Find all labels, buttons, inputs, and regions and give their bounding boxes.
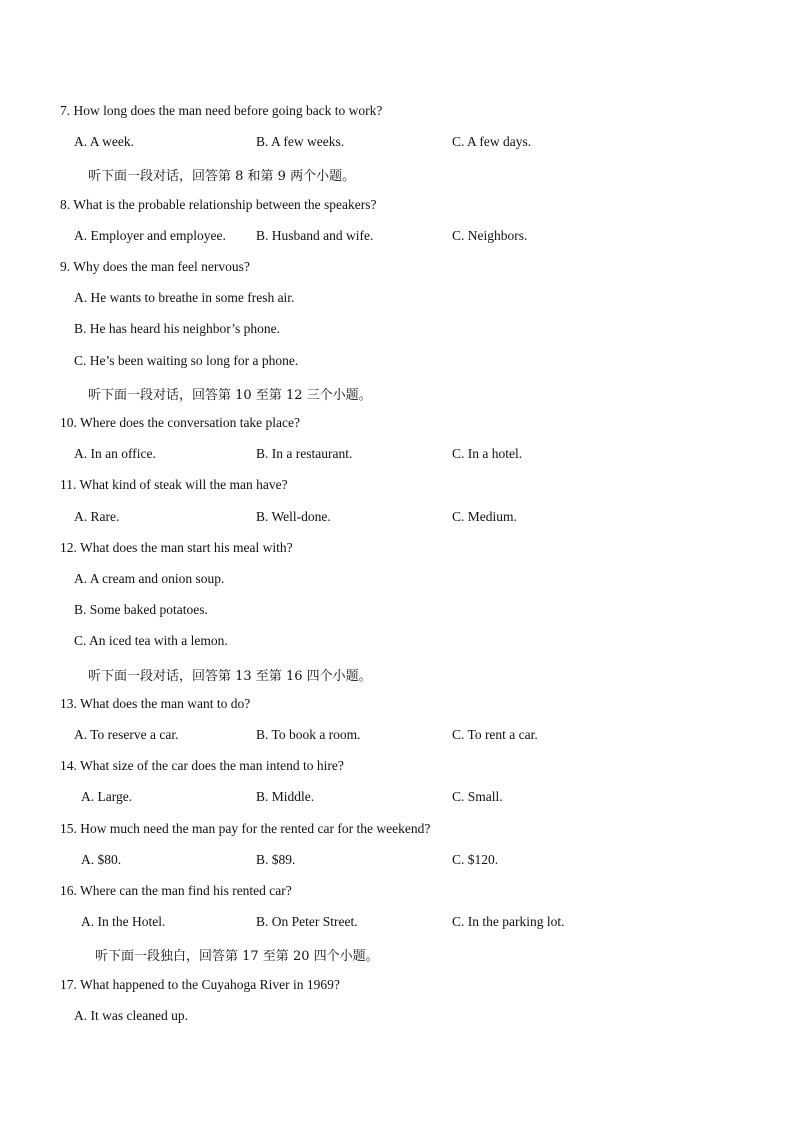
- option-14a: A. Large.: [81, 789, 133, 804]
- question-11: 11. What kind of steak will the man have?: [60, 477, 288, 492]
- question-10: 10. Where does the conversation take place?: [60, 415, 301, 430]
- option-13b: B. To book a room.: [256, 727, 361, 742]
- section-instruction-17-20: 听下面一段独白，回答第 17 至第 20 四个小题。: [95, 949, 379, 964]
- question-9: 9. Why does the man feel nervous?: [60, 259, 250, 274]
- option-9b: B. He has heard his neighbor’s phone.: [74, 321, 280, 336]
- question-7: 7. How long does the man need before going back to work?: [60, 103, 383, 118]
- option-11b: B. Well-done.: [256, 509, 331, 524]
- option-16c: C. In the parking lot.: [452, 914, 565, 929]
- option-11c: C. Medium.: [452, 509, 517, 524]
- option-11a: A. Rare.: [74, 509, 120, 524]
- option-12c: C. An iced tea with a lemon.: [74, 633, 228, 648]
- option-9a: A. He wants to breathe in some fresh air.: [74, 290, 295, 305]
- question-16: 16. Where can the man find his rented car?: [60, 883, 292, 898]
- option-15a: A. $80.: [81, 852, 122, 867]
- question-8: 8. What is the probable relationship between the speakers?: [60, 197, 377, 212]
- option-14c: C. Small.: [452, 789, 503, 804]
- option-14b: B. Middle.: [256, 789, 315, 804]
- section-instruction-8-9: 听下面一段对话，回答第 8 和第 9 两个小题。: [88, 169, 356, 184]
- question-17: 17. What happened to the Cuyahoga River in 1969?: [60, 977, 340, 992]
- question-15: 15. How much need the man pay for the rented car for the weekend?: [60, 821, 431, 836]
- option-8b: B. Husband and wife.: [256, 228, 374, 243]
- question-12: 12. What does the man start his meal with?: [60, 540, 293, 555]
- option-13a: A. To reserve a car.: [74, 727, 179, 742]
- option-7c: C. A few days.: [452, 134, 532, 149]
- option-8a: A. Employer and employee.: [74, 228, 226, 243]
- option-13c: C. To rent a car.: [452, 727, 538, 742]
- option-10a: A. In an office.: [74, 446, 156, 461]
- option-9c: C. He’s been waiting so long for a phone.: [74, 353, 299, 368]
- option-16a: A. In the Hotel.: [81, 914, 166, 929]
- option-15c: C. $120.: [452, 852, 499, 867]
- option-10b: B. In a restaurant.: [256, 446, 353, 461]
- section-instruction-13-16: 听下面一段对话，回答第 13 至第 16 四个小题。: [88, 669, 372, 684]
- option-7b: B. A few weeks.: [256, 134, 345, 149]
- option-7a: A. A week.: [74, 134, 134, 149]
- option-17a: A. It was cleaned up.: [74, 1008, 188, 1023]
- option-16b: B. On Peter Street.: [256, 914, 358, 929]
- option-12a: A. A cream and onion soup.: [74, 571, 225, 586]
- option-15b: B. $89.: [256, 852, 296, 867]
- option-12b: B. Some baked potatoes.: [74, 602, 208, 617]
- question-13: 13. What does the man want to do?: [60, 696, 251, 711]
- question-14: 14. What size of the car does the man intend to hire?: [60, 758, 344, 773]
- option-10c: C. In a hotel.: [452, 446, 523, 461]
- option-8c: C. Neighbors.: [452, 228, 528, 243]
- section-instruction-10-12: 听下面一段对话，回答第 10 至第 12 三个小题。: [88, 388, 372, 403]
